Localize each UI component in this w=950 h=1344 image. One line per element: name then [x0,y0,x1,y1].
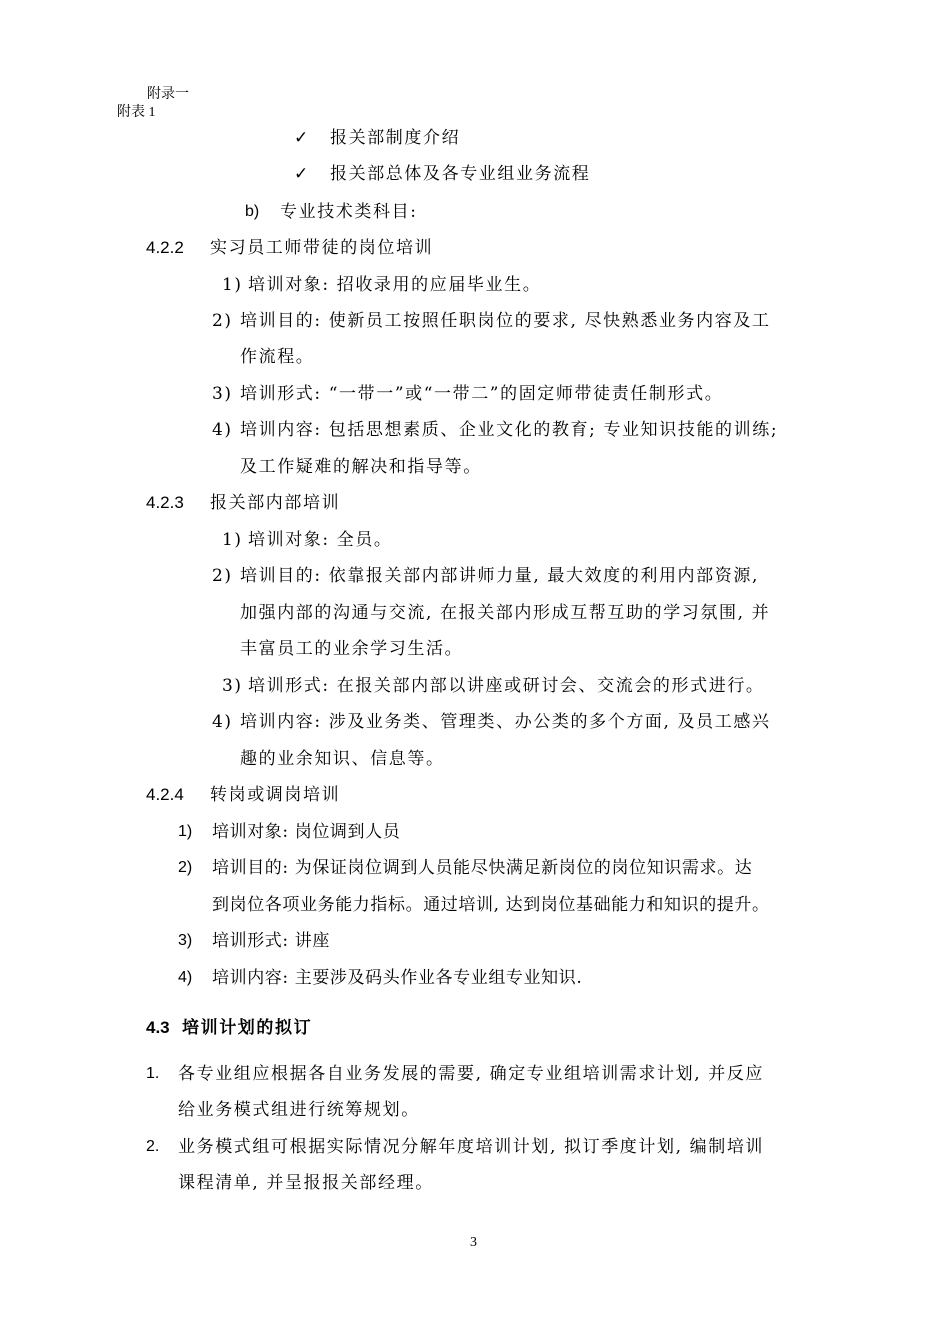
list-marker: 4) [212,712,233,732]
appendix-label: 附录一 [147,87,189,102]
list-marker: 4) [212,420,233,440]
list-marker: 3) [222,676,243,696]
check-icon: ✓ [294,164,309,184]
list-item: 培训内容: 涉及业务类、管理类、办公类的多个方面, 及员工感兴 [240,712,771,732]
section-number: 4.3 [146,1018,170,1037]
table-label: 附表 1 [117,105,156,120]
section-title: 转岗或调岗培训 [210,785,341,805]
list-marker: 2) [178,859,193,876]
page-number: 3 [470,1235,477,1250]
list-item: 培训对象: 招收录用的应届毕业生。 [248,275,542,295]
list-item-continued: 给业务模式组进行统筹规划。 [178,1100,420,1120]
list-item-continued: 到岗位各项业务能力指标。通过培训, 达到岗位基础能力和知识的提升。 [212,895,770,915]
list-item: 培训形式: 讲座 [212,931,330,951]
list-item: 培训形式: 在报关部内部以讲座或研讨会、交流会的形式进行。 [248,676,765,696]
list-marker: 3) [212,384,233,404]
section-number: 4.2.2 [146,238,184,257]
checklist-item: 报关部制度介绍 [330,128,461,148]
list-item: 培训对象: 全员。 [248,530,393,550]
list-item-continued: 丰富员工的业余学习生活。 [240,639,464,659]
list-marker: 1) [222,530,243,550]
list-marker: 1. [146,1065,160,1082]
list-item: 培训内容: 主要涉及码头作业各专业组专业知识. [212,968,583,988]
list-item: 培训对象: 岗位调到人员 [212,822,401,842]
check-icon: ✓ [294,128,309,148]
list-item-continued: 课程清单, 并呈报报关部经理。 [178,1173,434,1193]
list-item: 培训目的: 为保证岗位调到人员能尽快满足新岗位的岗位知识需求。达 [212,858,753,878]
list-item: 培训形式: “一带一”或“一带二”的固定师带徒责任制形式。 [240,384,724,404]
list-marker: 2) [212,566,233,586]
list-item-continued: 作流程。 [240,347,315,367]
item-b-text: 专业技术类科目: [280,202,418,222]
list-item-continued: 及工作疑难的解决和指导等。 [240,457,482,477]
list-item: 培训目的: 使新员工按照任职岗位的要求, 尽快熟悉业务内容及工 [240,311,771,331]
section-title: 实习员工师带徒的岗位培训 [210,238,434,258]
section-title: 报关部内部培训 [210,493,341,513]
list-marker: 3) [178,932,193,949]
section-number: 4.2.3 [146,493,184,512]
list-marker: 4) [178,969,193,986]
list-marker: 2) [212,311,233,331]
list-item-continued: 趣的业余知识、信息等。 [240,749,445,769]
list-item: 培训内容: 包括思想素质、企业文化的教育; 专业知识技能的训练; [240,420,779,440]
list-marker: 2. [146,1138,160,1155]
list-item: 培训目的: 依靠报关部内部讲师力量, 最大效度的利用内部资源, [240,566,759,586]
section-title: 培训计划的拟订 [182,1018,313,1038]
section-number: 4.2.4 [146,785,184,804]
list-marker: 1) [178,823,193,840]
list-item: 各专业组应根据各自业务发展的需要, 确定专业组培训需求计划, 并反应 [178,1064,765,1084]
item-b-marker: b) [245,203,260,220]
list-marker: 1) [222,275,243,295]
list-item: 业务模式组可根据实际情况分解年度培训计划, 拟订季度计划, 编制培训 [178,1137,765,1157]
list-item-continued: 加强内部的沟通与交流, 在报关部内形成互帮互助的学习氛围, 并 [240,603,771,623]
checklist-item: 报关部总体及各专业组业务流程 [330,164,591,184]
